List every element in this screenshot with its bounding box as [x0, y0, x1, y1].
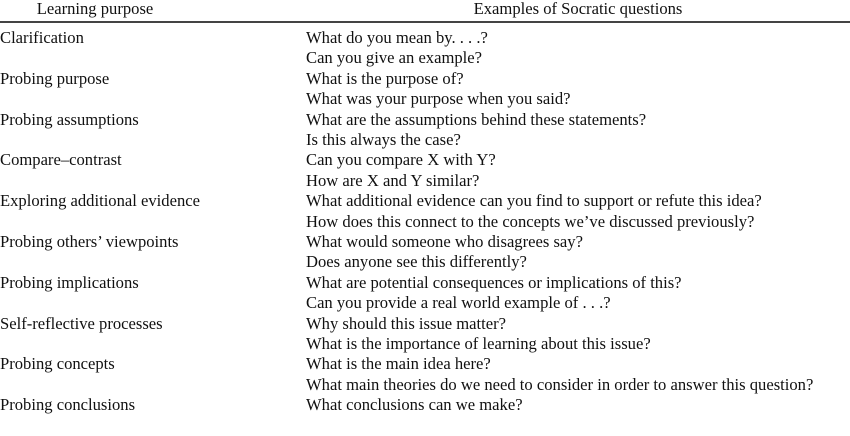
questions-cell	[306, 191, 762, 232]
socratic-question: What is the purpose of?	[306, 68, 464, 88]
table-row	[0, 150, 850, 191]
socratic-question: What additional evidence can you find to support or refute this idea?	[306, 191, 762, 211]
table-body	[0, 28, 850, 436]
questions-cell	[306, 354, 813, 395]
questions-cell	[306, 150, 496, 191]
socratic-question: What are potential consequences or implications of this?	[306, 272, 682, 292]
socratic-question: How does this connect to the concepts we’ve discussed previously?	[306, 211, 755, 231]
questions-cell	[306, 110, 646, 151]
table-row	[0, 232, 850, 273]
socratic-question: Can you give an example?	[306, 48, 483, 68]
socratic-question: What is the main idea here?	[306, 354, 491, 374]
questions-cell	[306, 69, 571, 110]
learning-purpose-cell: Probing conclusions	[0, 395, 136, 415]
socratic-question: What do you mean by. . . .?	[306, 28, 488, 47]
learning-purpose-cell: Exploring additional evidence	[0, 191, 200, 211]
questions-cell	[306, 28, 488, 69]
questions-cell	[306, 232, 583, 273]
learning-purpose-cell: Probing implications	[0, 272, 139, 292]
table-row	[0, 395, 850, 436]
table-row	[0, 110, 850, 151]
column-header-learning-purpose: Learning purpose	[36, 0, 154, 18]
table-row	[0, 69, 850, 110]
socratic-question: What was your purpose when you said?	[306, 89, 571, 109]
learning-purpose-cell: Probing purpose	[0, 68, 110, 88]
socratic-question: Does anyone see this differently?	[306, 252, 527, 272]
learning-purpose-cell: Probing others’ viewpoints	[0, 231, 179, 251]
table-row	[0, 273, 850, 314]
socratic-question: What conclusions can we make?	[306, 395, 523, 415]
questions-cell	[306, 314, 651, 355]
learning-purpose-cell: Compare–contrast	[0, 150, 122, 170]
socratic-question: Is this always the case?	[306, 129, 461, 149]
socratic-question: What main theories do we need to consider in order to answer this question?	[306, 374, 814, 394]
table-row	[0, 191, 850, 232]
socratic-question: Can you compare X with Y?	[306, 150, 496, 170]
socratic-question: How are X and Y similar?	[306, 170, 480, 190]
learning-purpose-cell: Probing concepts	[0, 354, 115, 374]
socratic-question: Can you provide a real world example of . . .?	[306, 293, 611, 313]
learning-purpose-cell: Self-reflective processes	[0, 313, 163, 333]
socratic-question: What is the importance of learning about this issue?	[306, 333, 651, 353]
learning-purpose-cell: Probing assumptions	[0, 109, 139, 129]
socratic-question: What are the assumptions behind these statements?	[306, 109, 647, 129]
learning-purpose-cell: Clarification	[0, 28, 84, 47]
questions-cell	[306, 395, 523, 415]
table-row	[0, 28, 850, 69]
column-header-socratic-questions: Examples of Socratic questions	[473, 0, 683, 18]
questions-cell	[306, 273, 682, 314]
table-row	[0, 314, 850, 355]
socratic-question: What would someone who disagrees say?	[306, 231, 583, 251]
table-row	[0, 354, 850, 395]
header-rule	[0, 21, 850, 23]
socratic-question: Why should this issue matter?	[306, 313, 507, 333]
